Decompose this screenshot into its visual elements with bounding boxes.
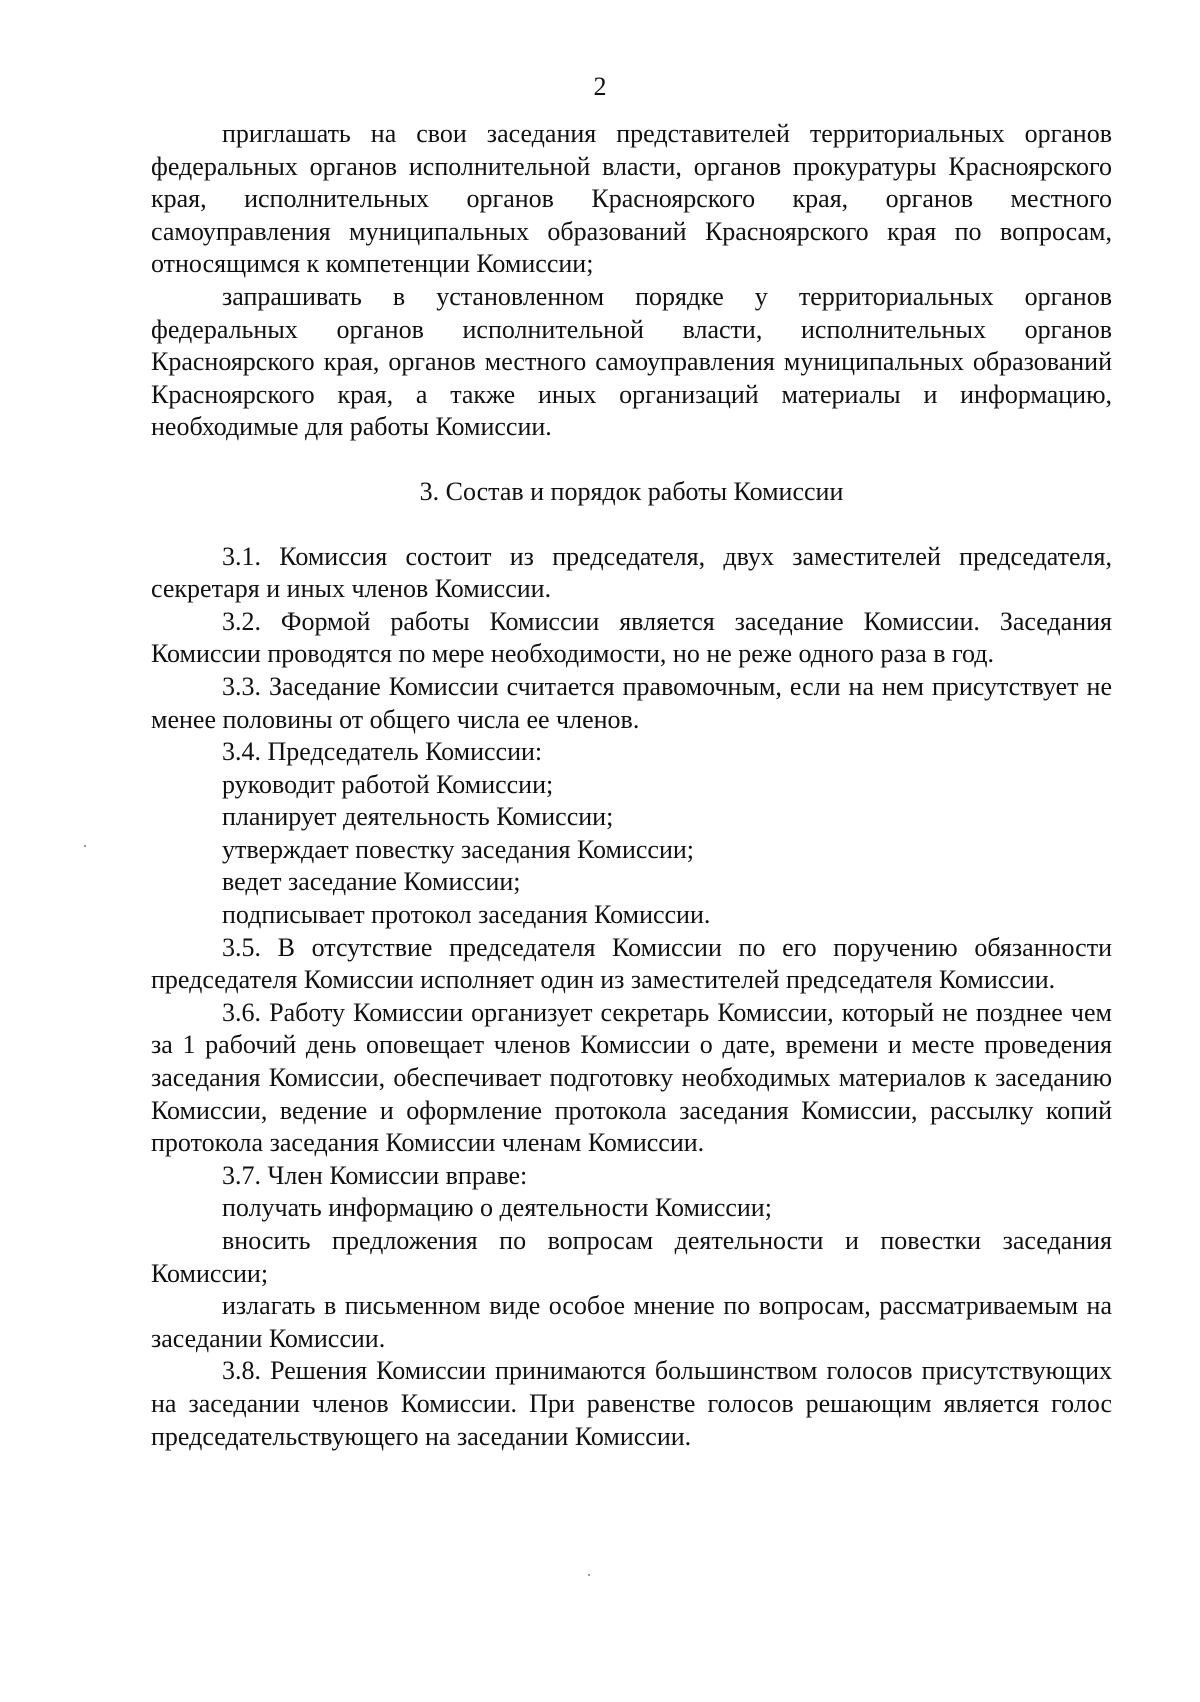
list-item: подписывает протокол заседания Комиссии. xyxy=(222,900,711,930)
paragraph: 3.1. Комиссия состоит из председателя, двух заместителей председателя, секретаря и иных членов Комиссии. xyxy=(151,541,1112,604)
list-item: руководит работой Комиссии; xyxy=(222,769,554,799)
scan-speck xyxy=(84,845,86,847)
document-body xyxy=(151,118,1112,1453)
list-item: получать информацию о деятельности Комиссии; xyxy=(222,1193,772,1223)
list-item: планирует деятельность Комиссии; xyxy=(222,802,614,832)
paragraph: 3.5. В отсутствие председателя Комиссии по его поручению обязанности председателя Комиссии исполняет один из заместителей председателя Комиссии. xyxy=(151,932,1112,995)
list-item: ведет заседание Комиссии; xyxy=(222,867,521,897)
paragraph: 3.8. Решения Комиссии принимаются большинством голосов присутствующих на заседании членов Комиссии. При равенстве голосов решающим является голос председательствующего на заседании Комиссии. xyxy=(151,1356,1112,1451)
page-number: 2 xyxy=(593,72,607,101)
paragraph: запрашивать в установленном порядке у территориальных органов федеральных органов исполнительной власти, исполнительных органов Красноярского края, органов местного самоуправления муниципальных образований Красноярского края, а также иных организаций материалы и информацию, необходимые для работы Комиссии. xyxy=(151,281,1112,442)
list-item: утверждает повестку заседания Комиссии; xyxy=(222,834,695,864)
scan-speck xyxy=(588,1574,590,1576)
paragraph: 3.7. Член Комиссии вправе: xyxy=(222,1160,528,1190)
list-item: излагать в письменном виде особое мнение по вопросам, рассматриваемым на заседании Комиссии. xyxy=(151,1291,1112,1353)
section-heading: 3. Состав и порядок работы Комиссии xyxy=(419,476,844,506)
paragraph: приглашать на свои заседания представителей территориальных органов федеральных органов исполнительной власти, органов прокуратуры Красноярского края, исполнительных органов Красноярского края, органов местного самоуправления муниципальных образований Красноярского края по вопросам, относящимся к компетенции Комиссии; xyxy=(151,119,1112,279)
paragraph: 3.3. Заседание Комиссии считается правомочным, если на нем присутствует не менее половины от общего числа ее членов. xyxy=(151,671,1112,734)
paragraph: 3.4. Председатель Комиссии: xyxy=(222,737,543,767)
list-item: вносить предложения по вопросам деятельности и повестки заседания Комиссии; xyxy=(151,1226,1112,1288)
paragraph: 3.2. Формой работы Комиссии является заседание Комиссии. Заседания Комиссии проводятся по мере необходимости, но не реже одного раза в год. xyxy=(151,606,1112,669)
paragraph: 3.6. Работу Комиссии организует секретарь Комиссии, который не позднее чем за 1 рабочий день оповещает членов Комиссии о дате, времени и месте проведения заседания Комиссии, обеспечивает подготовку необходимых материалов к заседанию Комиссии, ведение и оформление протокола заседания Комиссии, рассылку копий протокола заседания Комиссии членам Комиссии. xyxy=(151,997,1112,1158)
